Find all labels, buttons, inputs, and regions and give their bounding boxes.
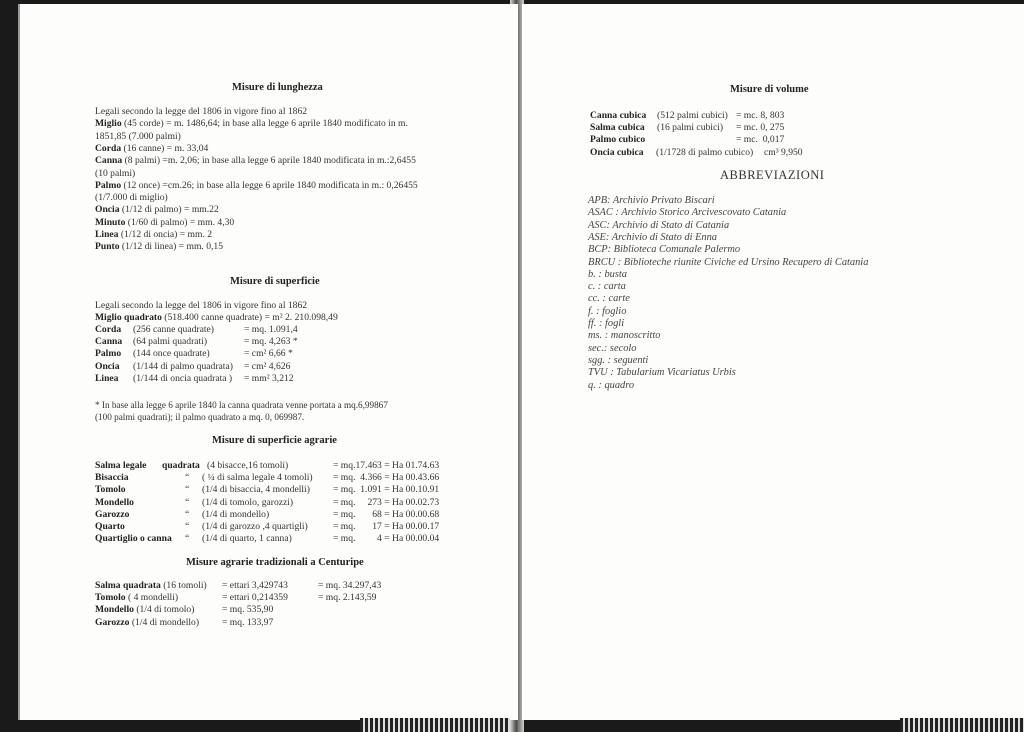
lunghezza-text: (45 corde) = m. 1486,64; in base alla legge 6 aprile 1840 modificato in m.	[121, 118, 408, 130]
volume-value: cm³ 9,950	[764, 146, 803, 158]
centuripe-term-line	[95, 580, 207, 591]
centuripe-extra: = mq. 34.297,43	[318, 580, 382, 591]
heading-centuripe: Misure agrarie tradizionali a Centuripe	[186, 557, 364, 568]
abbreviation-item: ASE: Archivio di Stato di Enna	[588, 231, 717, 243]
superficie-value: = mm² 3,212	[244, 372, 294, 384]
agrarie-term: Mondello	[95, 496, 134, 508]
centuripe-term-line	[95, 592, 178, 603]
volume-desc: (512 palmi cubici)	[657, 110, 728, 121]
volume-term: Salma cubica	[590, 122, 645, 134]
lunghezza-term: Corda	[95, 142, 122, 154]
agrarie-desc: (1/4 di garozzo ,4 quartigli)	[202, 521, 308, 532]
agrarie-term: Quarto	[95, 521, 125, 532]
lunghezza-text: 1851,85 (7.000 palmi)	[95, 130, 181, 142]
abbreviation-item: ms. : manoscritto	[588, 330, 661, 342]
lunghezza-line	[95, 192, 168, 204]
abbreviation-item: BCP: Biblioteca Comunale Palermo	[588, 244, 741, 256]
lunghezza-term: Oncia	[95, 204, 120, 216]
lunghezza-line	[95, 143, 208, 155]
lunghezza-text: (1/12 di oncia) = mm. 2	[118, 229, 213, 240]
agrarie-term: Tomolo	[95, 484, 126, 496]
agrarie-value: = mq. 17 = Ha 00.00.17	[333, 521, 440, 532]
volume-desc: (16 palmi cubici)	[657, 122, 724, 134]
agrarie-desc: (4 bisacce,16 tomoli)	[207, 460, 289, 471]
volume-term: Oncia cubica	[590, 146, 644, 158]
agrarie-ditto: “	[185, 508, 190, 520]
centuripe-value: = ettari 3,429743	[222, 580, 288, 591]
heading-volume: Misure di volume	[730, 84, 809, 95]
abbreviation-item: q. : quadro	[588, 379, 635, 391]
abbreviation-item: f. : foglio	[588, 305, 627, 317]
centuripe-desc: (1/4 di mondello)	[129, 616, 200, 628]
agrarie-term: Garozzo	[95, 508, 130, 520]
lunghezza-text: (8 palmi) =m. 2,06; in base alla legge 6 aprile 1840 modificata in m.:2,6455	[122, 155, 416, 167]
lunghezza-term: Miglio	[95, 118, 122, 130]
centuripe-desc: (16 tomoli)	[160, 580, 207, 591]
agrarie-ditto: “	[185, 484, 190, 496]
lunghezza-text: (10 palmi)	[95, 167, 136, 179]
lunghezza-text: (1/12 di palmo) = mm.22	[119, 204, 219, 216]
superficie-term: Corda	[95, 324, 122, 335]
centuripe-term-line	[95, 604, 194, 615]
miglio-quadrato-label: Miglio quadrato	[95, 312, 162, 323]
centuripe-extra: = mq. 2.143,59	[318, 592, 377, 604]
superficie-note-1: * In base alla legge 6 aprile 1840 la canna quadrata venne portata a mq.6,99867	[95, 400, 388, 410]
centuripe-desc: ( 4 mondelli)	[125, 592, 179, 604]
agrarie-ditto: “	[185, 496, 190, 508]
volume-value: = mc. 8, 803	[736, 110, 785, 121]
superficie-term: Linea	[95, 372, 119, 384]
agrarie-ditto: “	[185, 472, 190, 484]
centuripe-term: Tomolo	[95, 592, 126, 604]
superficie-term: Oncia	[95, 360, 120, 372]
lunghezza-line	[95, 131, 181, 143]
left-page	[18, 4, 518, 720]
superficie-miglio	[95, 312, 338, 324]
superficie-value: = cm² 6,66 *	[244, 348, 293, 360]
lunghezza-term: Punto	[95, 241, 120, 253]
lunghezza-line	[95, 229, 212, 241]
agrarie-desc: (1/4 di tomolo, garozzi)	[202, 496, 294, 508]
abbreviation-item: ASC: Archivio di Stato di Catania	[588, 219, 730, 231]
centuripe-term: Salma quadrata	[95, 580, 161, 591]
agrarie-value: = mq. 4 = Ha 00.00.04	[333, 533, 440, 545]
abbreviation-item: TVU : Tabularium Vicariatus Urbis	[588, 367, 736, 379]
lunghezza-text: (16 canne) = m. 33,04	[121, 142, 209, 154]
centuripe-term: Garozzo	[95, 616, 130, 628]
heading-superficie: Misure di superficie	[230, 276, 320, 287]
lunghezza-line	[95, 204, 219, 216]
lunghezza-line	[95, 217, 234, 229]
heading-abbreviazioni: ABBREVIAZIONI	[720, 168, 825, 182]
lunghezza-text: (1/60 di palmo) = mm. 4,30	[125, 216, 235, 228]
abbreviation-item: APB: Archivio Privato Biscari	[588, 195, 715, 206]
abbreviation-item: sec.: secolo	[588, 342, 637, 354]
lunghezza-line	[95, 155, 416, 167]
lunghezza-text: (12 once) =cm.26; in base alla legge 6 aprile 1840 modificata in m.: 0,26455	[121, 179, 418, 191]
lunghezza-term: Linea	[95, 229, 119, 240]
agrarie-desc: ( ¼ di salma legale 4 tomoli)	[202, 472, 313, 484]
superficie-desc: (1/144 di oncia quadrata )	[133, 372, 233, 384]
heading-agrarie: Misure di superficie agrarie	[212, 435, 337, 446]
lunghezza-term: Minuto	[95, 216, 126, 228]
superficie-value: = mq. 4,263 *	[244, 336, 298, 348]
agrarie-value: = mq. 273 = Ha 00.02.73	[333, 496, 440, 508]
agrarie-term: Quartiglio o canna	[95, 533, 172, 545]
agrarie-ditto: quadrata	[162, 460, 200, 471]
superficie-desc: (1/144 di palmo quadrata)	[133, 360, 233, 372]
superficie-intro: Legali secondo la legge del 1806 in vigore fino al 1862	[95, 300, 308, 311]
centuripe-desc: (1/4 di tomolo)	[133, 604, 195, 616]
lunghezza-text: (1/7.000 di miglio)	[95, 192, 168, 204]
lunghezza-term: Canna	[95, 155, 123, 167]
agrarie-term: Salma legale	[95, 460, 147, 471]
lunghezza-line	[95, 180, 418, 192]
centuripe-value: = mq. 535,90	[222, 604, 274, 616]
lunghezza-line	[95, 168, 135, 180]
abbreviation-item: sgg. : seguenti	[588, 354, 649, 366]
centuripe-term: Mondello	[95, 604, 134, 616]
volume-term: Palmo cubico	[590, 134, 646, 146]
agrarie-desc: (1/4 di quarto, 1 canna)	[202, 533, 292, 545]
abbreviation-item: cc. : carte	[588, 293, 630, 305]
agrarie-term: Bisaccia	[95, 472, 129, 484]
agrarie-value: = mq.17.463 = Ha 01.74.63	[333, 460, 440, 471]
superficie-value: = cm² 4,626	[244, 360, 291, 372]
right-page	[522, 4, 1024, 720]
agrarie-value: = mq. 1.091 = Ha 00.10.91	[333, 484, 440, 496]
agrarie-desc: (1/4 di mondello)	[202, 508, 270, 520]
centuripe-value: = mq. 133,97	[222, 616, 274, 628]
volume-desc: (1/1728 di palmo cubico)	[656, 146, 754, 158]
abbreviation-item: ASAC : Archivio Storico Arcivescovato Catania	[588, 207, 787, 219]
lunghezza-line	[95, 118, 408, 130]
page-edge-left	[360, 718, 510, 732]
agrarie-desc: (1/4 di bisaccia, 4 mondelli)	[202, 484, 310, 496]
superficie-desc: (144 once quadrate)	[133, 348, 210, 360]
lunghezza-text: (1/12 di linea) = mm. 0,15	[119, 241, 223, 253]
superficie-value: = mq. 1.091,4	[244, 324, 298, 335]
centuripe-value: = ettari 0,214359	[222, 592, 288, 604]
volume-value: = mc. 0,017	[736, 134, 785, 146]
lunghezza-line	[95, 241, 223, 253]
superficie-desc: (256 canne quadrate)	[133, 324, 214, 335]
abbreviation-item: b. : busta	[588, 268, 627, 280]
agrarie-ditto: “	[185, 533, 190, 545]
abbreviation-item: ff. : fogli	[588, 318, 625, 329]
superficie-term: Canna	[95, 336, 123, 348]
agrarie-value: = mq. 4.366 = Ha 00.43.66	[333, 472, 440, 484]
superficie-note-2: (100 palmi quadrati); il palmo quadrato a mq. 0, 069987.	[95, 412, 305, 422]
agrarie-ditto: “	[185, 521, 190, 532]
volume-term: Canna cubica	[590, 110, 647, 121]
lunghezza-line	[95, 106, 307, 118]
superficie-term: Palmo	[95, 348, 122, 360]
abbreviation-item: c. : carta	[588, 281, 626, 293]
abbreviation-item: BRCU : Biblioteche riunite Civiche ed Ursino Recupero di Catania	[588, 256, 869, 268]
miglio-quadrato-value: (518.400 canne quadrate) = m² 2. 210.098,49	[161, 312, 338, 323]
lunghezza-text: Legali secondo la legge del 1806 in vigore fino al 1862	[95, 106, 308, 117]
centuripe-term-line	[95, 617, 199, 628]
page-edge-right	[900, 718, 1024, 732]
lunghezza-term: Palmo	[95, 179, 122, 191]
heading-lunghezza: Misure di lunghezza	[232, 82, 323, 93]
volume-value: = mc. 0, 275	[736, 122, 785, 134]
agrarie-value: = mq. 68 = Ha 00.00.68	[333, 508, 440, 520]
superficie-desc: (64 palmi quadrati)	[133, 336, 208, 348]
